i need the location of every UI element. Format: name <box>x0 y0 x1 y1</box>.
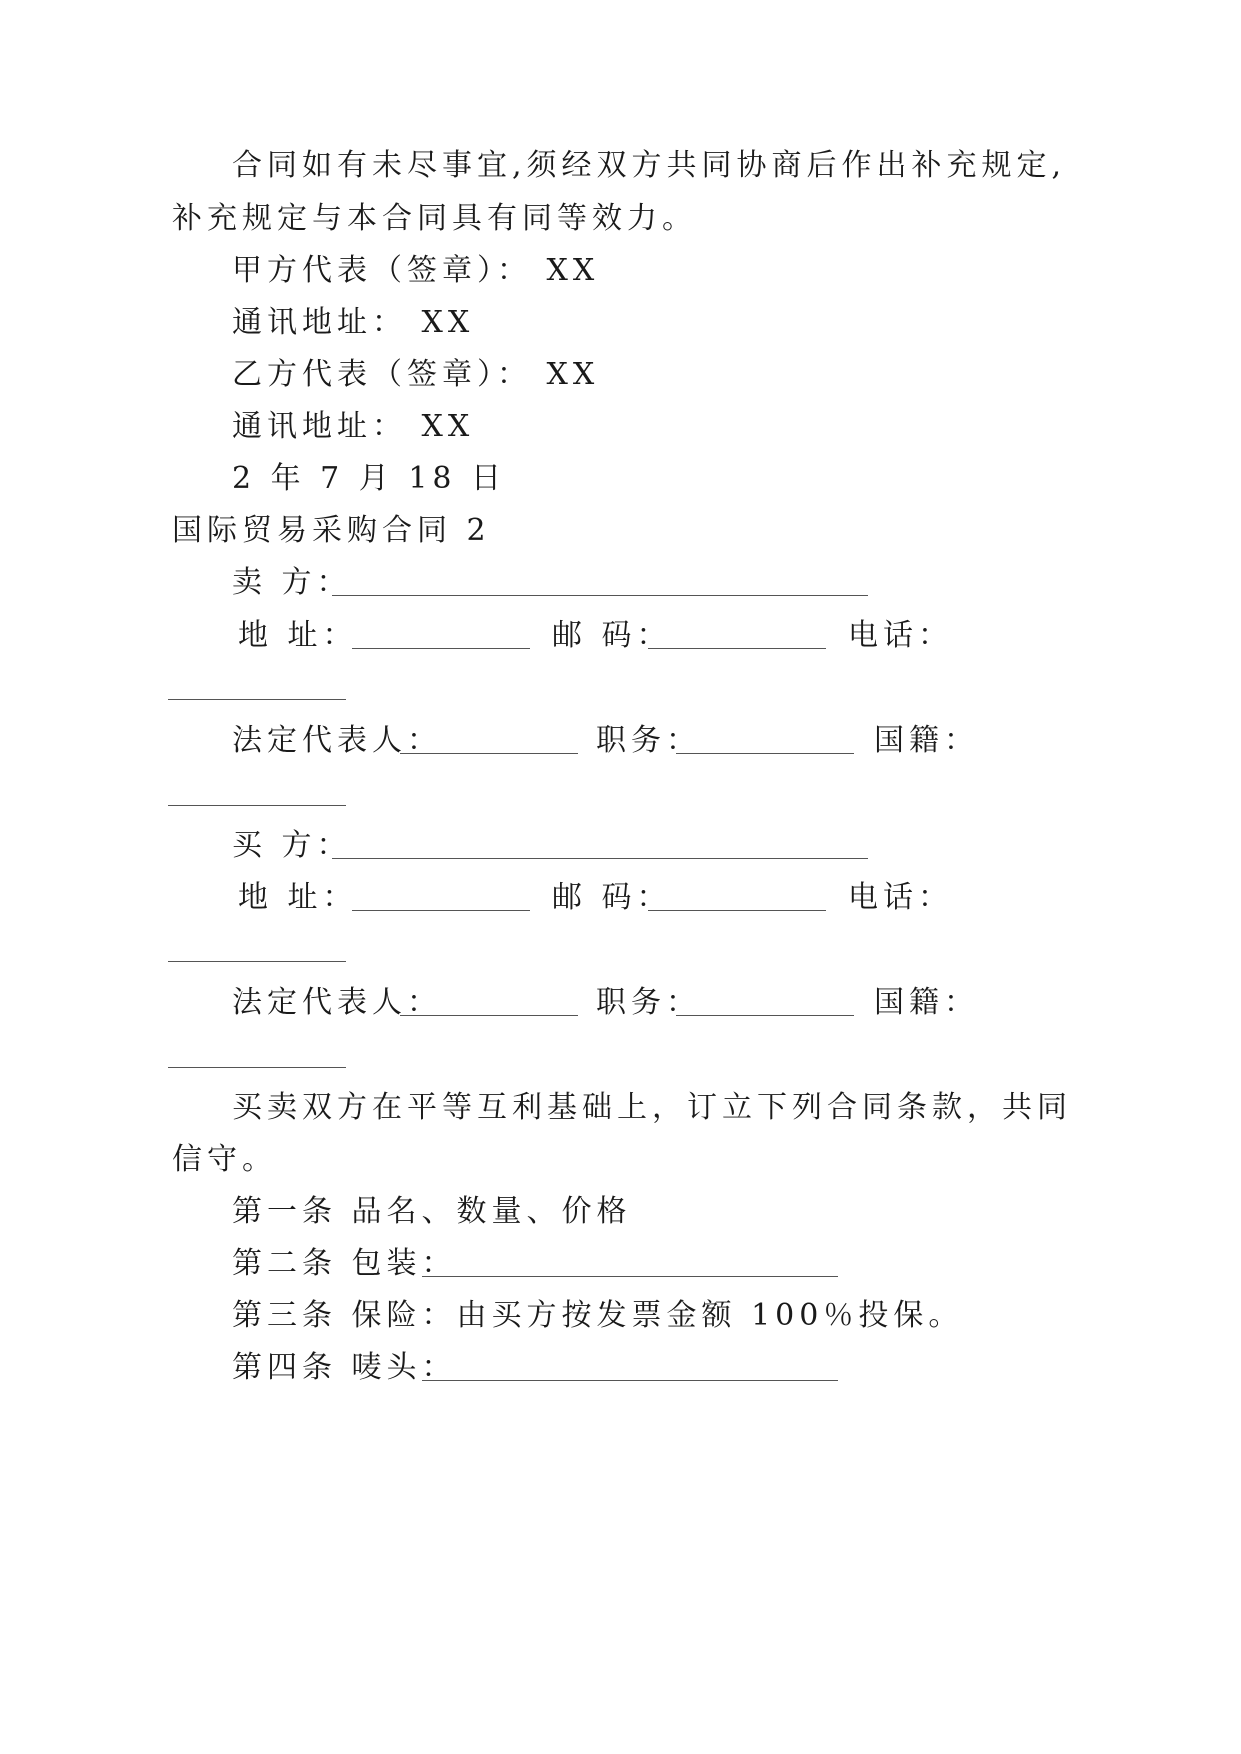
buyer-zip-label: 邮 码： <box>552 880 672 915</box>
party-b-address: 通讯地址： XX <box>232 409 475 444</box>
section-title: 国际贸易采购合同 2 <box>172 513 491 548</box>
article-4-blank <box>422 1378 838 1381</box>
buyer-nationality-blank <box>168 1065 346 1068</box>
paragraph-line: 合同如有未尽事宜,须经双方共同协商后作出补充规定, <box>232 148 1067 183</box>
buyer-position-blank <box>676 1013 854 1016</box>
seller-legal-rep-blank <box>400 751 578 754</box>
article-4-label: 第四条 唛头： <box>232 1350 457 1385</box>
buyer-position-label: 职务： <box>596 985 701 1020</box>
seller-label: 卖 方： <box>232 565 352 600</box>
buyer-phone-label: 电话： <box>848 880 953 915</box>
seller-nationality-blank <box>168 803 346 806</box>
seller-legal-rep-label: 法定代表人： <box>232 723 442 758</box>
agreement-line: 信守。 <box>172 1142 277 1177</box>
article-2-blank <box>422 1274 838 1277</box>
seller-phone-blank <box>168 697 346 700</box>
party-a-address: 通讯地址： XX <box>232 305 475 340</box>
buyer-nationality-label: 国籍： <box>874 985 979 1020</box>
buyer-address-label: 地 址： <box>238 880 358 915</box>
seller-address-label: 地 址： <box>238 618 358 653</box>
party-a-representative: 甲方代表（签章）： XX <box>232 253 600 288</box>
buyer-blank <box>332 856 868 859</box>
seller-blank <box>332 593 868 596</box>
article-2-label: 第二条 包装： <box>232 1246 457 1281</box>
seller-position-label: 职务： <box>596 723 701 758</box>
party-b-representative: 乙方代表（签章）： XX <box>232 357 600 392</box>
seller-field <box>232 563 352 603</box>
buyer-legal-rep-blank <box>400 1013 578 1016</box>
buyer-legal-rep-label: 法定代表人： <box>232 985 442 1020</box>
buyer-address-blank <box>352 908 530 911</box>
article-1: 第一条 品名、数量、价格 <box>232 1194 632 1229</box>
buyer-label: 买 方： <box>232 828 352 863</box>
article-3: 第三条 保险：由买方按发票金额 100％投保。 <box>232 1298 964 1333</box>
buyer-phone-blank <box>168 959 346 962</box>
buyer-field <box>232 826 352 866</box>
seller-phone-label: 电话： <box>848 618 953 653</box>
agreement-line: 买卖双方在平等互利基础上，订立下列合同条款，共同 <box>232 1090 1072 1125</box>
seller-position-blank <box>676 751 854 754</box>
seller-nationality-label: 国籍： <box>874 723 979 758</box>
paragraph-line: 补充规定与本合同具有同等效力。 <box>172 201 697 236</box>
seller-zip-label: 邮 码： <box>552 618 672 653</box>
buyer-zip-blank <box>648 908 826 911</box>
seller-zip-blank <box>648 646 826 649</box>
seller-address-blank <box>352 646 530 649</box>
signing-date: 2 年 7 月 18 日 <box>232 461 507 496</box>
